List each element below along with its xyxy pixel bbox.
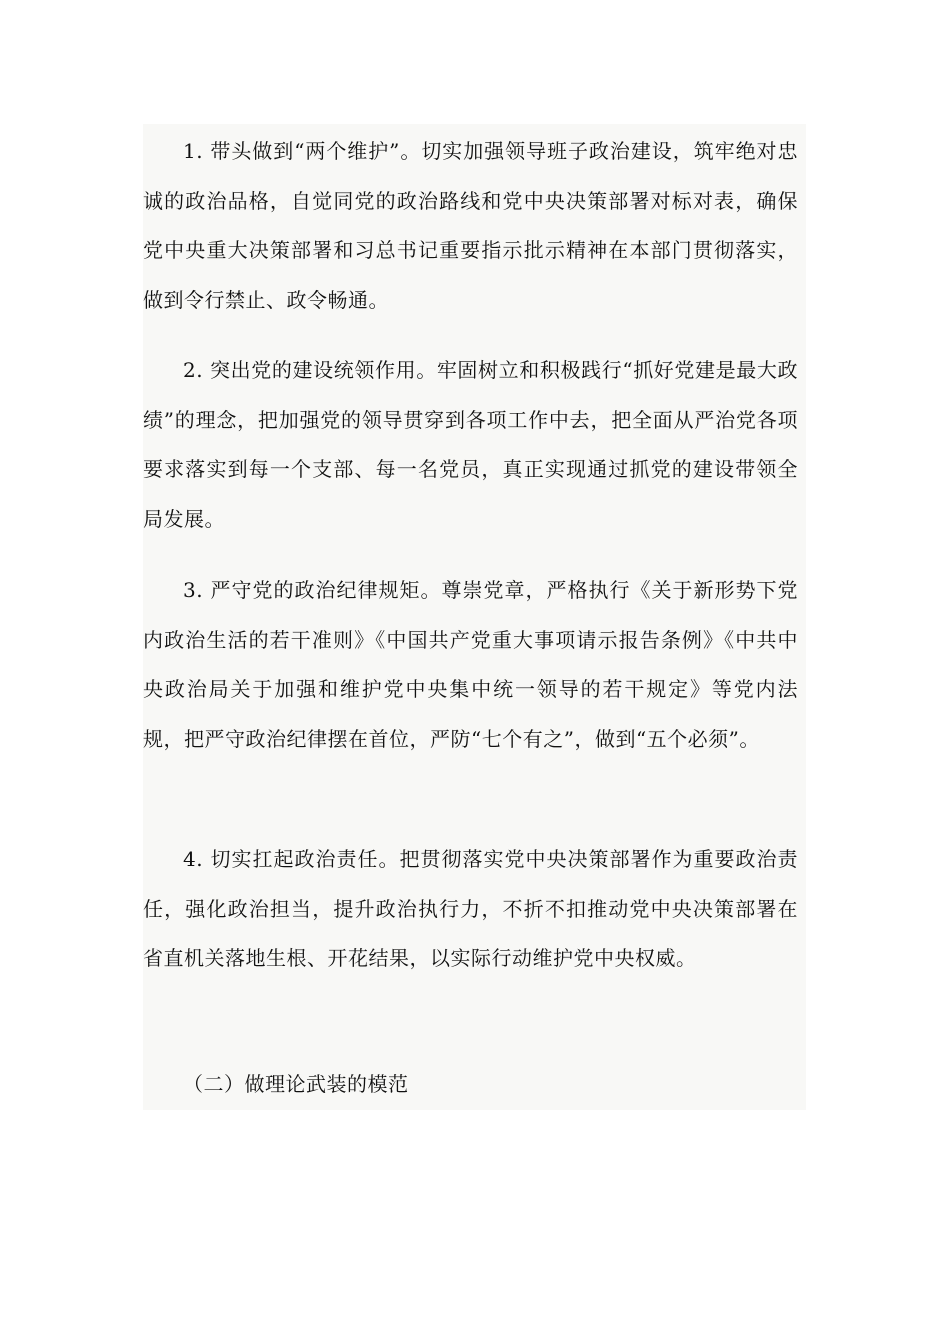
paragraph-4: 4. 切实扛起政治责任。把贯彻落实党中央决策部署作为重要政治责任，强化政治担当，提升政治执行力，不折不扣推动党中央决策部署在省直机关落地生根、开花结果，以实际行动维护党中央权威。 bbox=[143, 847, 798, 970]
paragraph-3: 3. 严守党的政治纪律规矩。尊崇党章，严格执行《关于新形势下党内政治生活的若干准则》《中国共产党重大事项请示报告条例》《中共中央政治局关于加强和维护党中央集中统一领导的若干规定》等党内法规，把严守政治纪律摆在首位，严防“七个有之”，做到“五个必须”。 bbox=[143, 578, 798, 751]
paragraph-1: 1. 带头做到“两个维护”。切实加强领导班子政治建设，筑牢绝对忠诚的政治品格，自觉同党的政治路线和党中央决策部署对标对表，确保党中央重大决策部署和习总书记重要指示批示精神在本部门贯彻落实，做到令行禁止、政令畅通。 bbox=[143, 139, 798, 312]
paragraph-2: 2. 突出党的建设统领作用。牢固树立和积极践行“抓好党建是最大政绩”的理念，把加强党的领导贯穿到各项工作中去，把全面从严治党各项要求落实到每一个支部、每一名党员，真正实现通过抓党的建设带领全局发展。 bbox=[143, 358, 798, 531]
section-heading: （二）做理论武装的模范 bbox=[183, 1072, 409, 1096]
